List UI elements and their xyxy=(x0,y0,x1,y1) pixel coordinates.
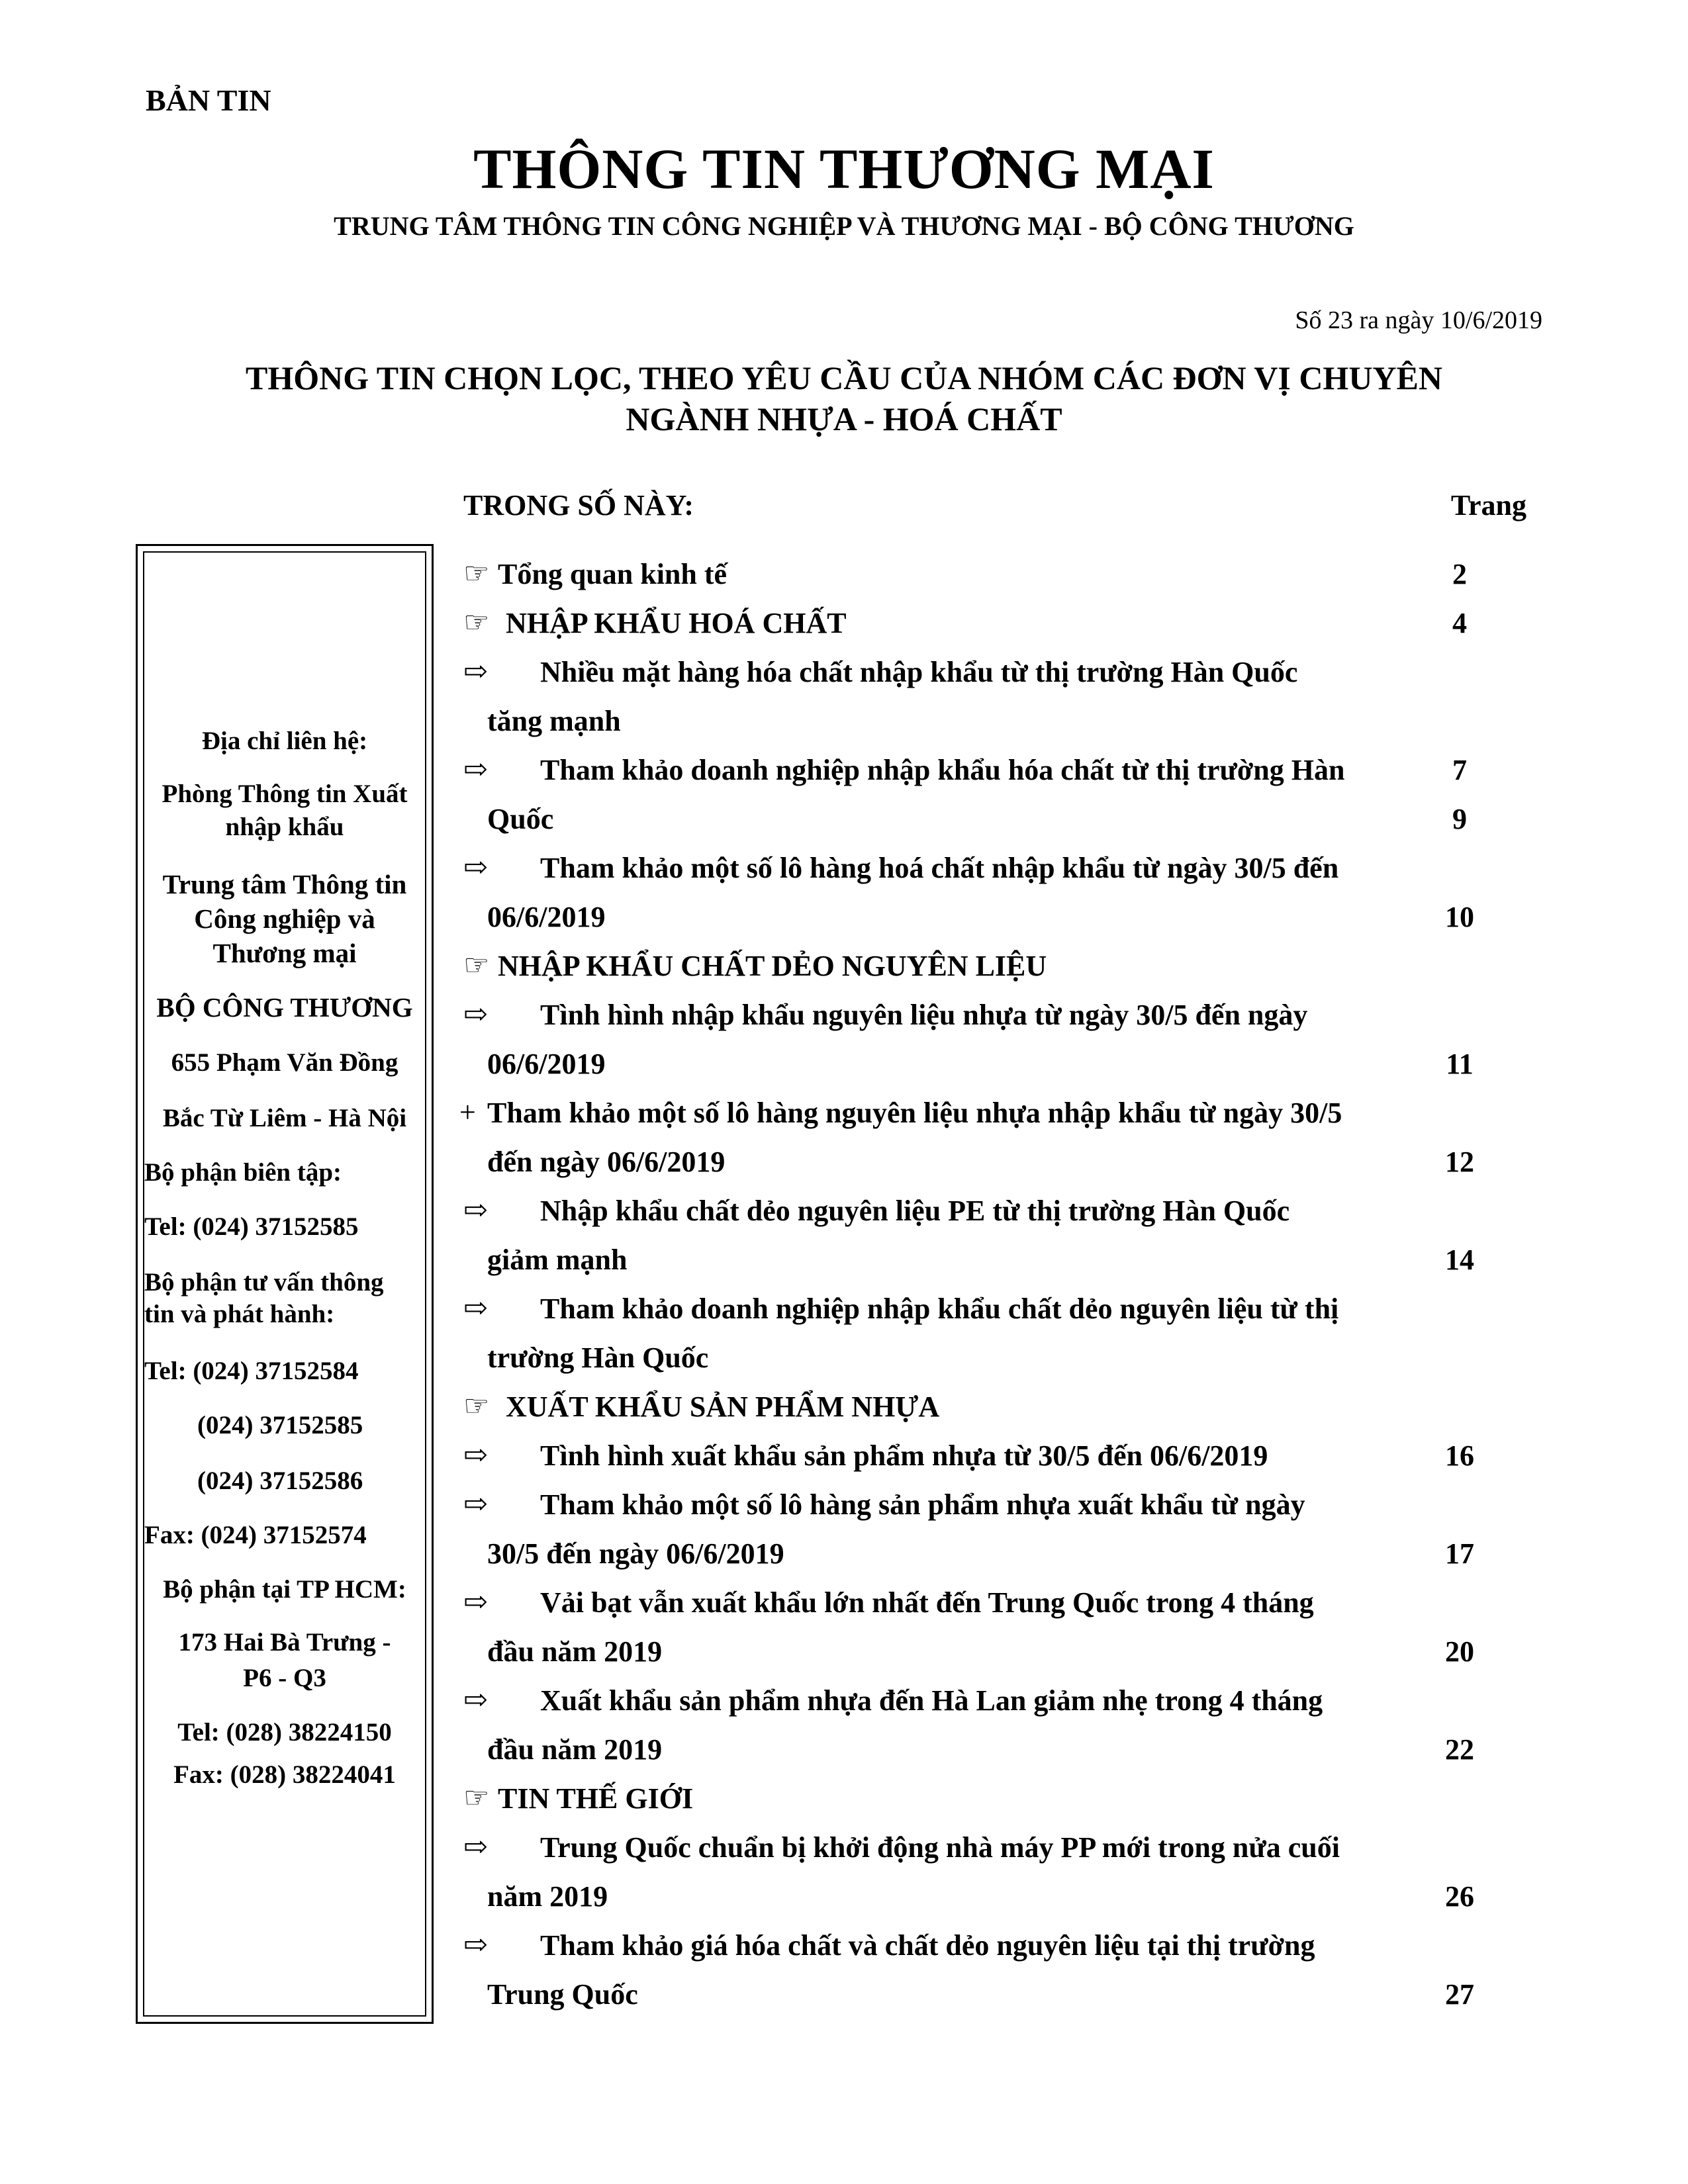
toc-item-tarpaulin-china-line-2[interactable]: đầu năm 2019 xyxy=(487,1635,663,1668)
toc-item-tarpaulin-china-line-1[interactable]: Vải bạt vẫn xuất khẩu lớn nhất đến Trung Quốc trong 4 tháng xyxy=(540,1586,1314,1619)
arrow-right-icon: ⇨ xyxy=(463,1488,488,1520)
issue-info: Số 23 ra ngày 10/6/2019 xyxy=(1295,306,1542,334)
toc-item-plastic-import-status-line-2[interactable]: 06/6/2019 xyxy=(487,1048,606,1080)
topic-title-line-2: NGÀNH NHỰA - HOÁ CHẤT xyxy=(626,400,1062,437)
arrow-right-icon: ⇨ xyxy=(463,1292,488,1324)
toc-item-plastic-shipments-line-2[interactable]: đến ngày 06/6/2019 xyxy=(487,1146,726,1178)
contact-hcm-label: Bộ phận tại TP HCM: xyxy=(163,1575,406,1604)
pointing-hand-icon: ☞ xyxy=(463,606,490,639)
toc-item-export-shipments-line-2[interactable]: 30/5 đến ngày 06/6/2019 xyxy=(487,1537,784,1570)
contact-hcm-address-1: 173 Hai Bà Trưng - xyxy=(178,1628,391,1657)
toc-item-netherlands-export-line-2[interactable]: đầu năm 2019 xyxy=(487,1733,663,1766)
toc-page-number: 11 xyxy=(1446,1048,1474,1080)
contact-heading: Địa chỉ liên hệ: xyxy=(201,727,368,755)
toc-item-chemical-shipments-line-1[interactable]: Tham khảo một số lô hàng hoá chất nhập khẩu từ ngày 30/5 đến xyxy=(540,852,1339,884)
contact-hcm-tel: Tel: (028) 38224150 xyxy=(177,1718,392,1747)
toc-page-number: 16 xyxy=(1445,1439,1474,1472)
toc-page-number: 4 xyxy=(1452,607,1467,639)
toc-item-netherlands-export-line-1[interactable]: Xuất khẩu sản phẩm nhựa đến Hà Lan giảm nhẹ trong 4 tháng xyxy=(540,1684,1323,1717)
toc-item-pe-korea-line-2[interactable]: giảm mạnh xyxy=(487,1244,628,1276)
pointing-hand-icon: ☞ xyxy=(463,1390,490,1422)
contact-editorial-label: Bộ phận biên tập: xyxy=(144,1158,342,1187)
toc-page-number: 20 xyxy=(1445,1635,1474,1668)
toc-item-china-prices-line-2[interactable]: Trung Quốc xyxy=(487,1978,638,2011)
contact-advisory-label-2: tin và phát hành: xyxy=(144,1300,335,1328)
pointing-hand-icon: ☞ xyxy=(463,1782,490,1814)
toc-item-korea-chemical-line-1[interactable]: Nhiều mặt hàng hóa chất nhập khẩu từ thị trường Hàn Quốc xyxy=(540,656,1298,688)
contact-hcm-address-2: P6 - Q3 xyxy=(243,1664,326,1692)
toc-section-plastic-export[interactable]: XUẤT KHẨU SẢN PHẨM NHỰA xyxy=(506,1390,940,1423)
toc-item-plastic-import-status-line-1[interactable]: Tình hình nhập khẩu nguyên liệu nhựa từ ngày 30/5 đến ngày xyxy=(540,999,1308,1031)
arrow-right-icon: ⇨ xyxy=(463,655,488,688)
arrow-right-icon: ⇨ xyxy=(463,1831,488,1863)
contact-advisory-tel-1: Tel: (024) 37152584 xyxy=(144,1357,359,1385)
toc-page-number: 12 xyxy=(1445,1146,1474,1178)
toc-item-china-prices-line-1[interactable]: Tham khảo giá hóa chất và chất dẻo nguyên liệu tại thị trường xyxy=(540,1929,1315,1962)
toc-item-economy[interactable]: Tổng quan kinh tế xyxy=(498,558,727,590)
toc-page-number: 27 xyxy=(1445,1978,1474,2011)
contact-dept-line-1: Phòng Thông tin Xuất xyxy=(162,780,408,808)
pointing-hand-icon: ☞ xyxy=(463,557,490,590)
toc-item-pe-korea-line-1[interactable]: Nhập khẩu chất dẻo nguyên liệu PE từ thị trường Hàn Quốc xyxy=(540,1195,1290,1227)
contact-center-line-3: Thương mại xyxy=(212,938,357,968)
contact-center-line-1: Trung tâm Thông tin xyxy=(162,869,407,899)
toc-page-number: 9 xyxy=(1452,803,1467,835)
toc-page-number: 7 xyxy=(1452,754,1467,786)
arrow-right-icon: ⇨ xyxy=(463,1194,488,1226)
arrow-right-icon: ⇨ xyxy=(463,1929,488,1961)
toc-item-korea-chemical-line-2[interactable]: tăng mạnh xyxy=(487,705,621,737)
arrow-right-icon: ⇨ xyxy=(463,998,488,1030)
toc-page-label: Trang xyxy=(1450,489,1526,522)
contact-dept-line-2: nhập khẩu xyxy=(225,813,344,841)
arrow-right-icon: ⇨ xyxy=(463,851,488,884)
toc-page-number: 14 xyxy=(1445,1244,1474,1276)
toc-item-export-shipments-line-1[interactable]: Tham khảo một số lô hàng sản phẩm nhựa xuất khẩu từ ngày xyxy=(540,1488,1305,1521)
plus-icon: + xyxy=(459,1096,476,1128)
toc-item-china-pp-plant-line-1[interactable]: Trung Quốc chuẩn bị khởi động nhà máy PP mới trong nửa cuối xyxy=(540,1831,1340,1864)
toc-page-number: 26 xyxy=(1445,1880,1474,1913)
toc-section-plastic-import[interactable]: NHẬP KHẨU CHẤT DẺO NGUYÊN LIỆU xyxy=(498,950,1047,982)
topic-title-line-1: THÔNG TIN CHỌN LỌC, THEO YÊU CẦU CỦA NHÓM CÁC ĐƠN VỊ CHUYÊN xyxy=(245,359,1443,396)
toc-label: TRONG SỐ NÀY: xyxy=(463,489,694,522)
contact-editorial-tel: Tel: (024) 37152585 xyxy=(144,1212,359,1241)
toc-item-china-pp-plant-line-2[interactable]: năm 2019 xyxy=(487,1880,608,1913)
contact-advisory-tel-3: (024) 37152586 xyxy=(197,1467,363,1495)
publisher-line: TRUNG TÂM THÔNG TIN CÔNG NGHIỆP VÀ THƯƠNG MẠI - BỘ CÔNG THƯƠNG xyxy=(334,211,1354,241)
bulletin-label: BẢN TIN xyxy=(146,83,271,117)
toc-page-number: 17 xyxy=(1445,1537,1474,1570)
topic-title xyxy=(0,357,1688,439)
contact-hcm-fax: Fax: (028) 38224041 xyxy=(173,1760,396,1789)
arrow-right-icon: ⇨ xyxy=(463,753,488,786)
contact-advisory-tel-2: (024) 37152585 xyxy=(197,1411,363,1439)
arrow-right-icon: ⇨ xyxy=(463,1439,488,1471)
toc-page-number: 10 xyxy=(1445,901,1474,933)
contact-address-line-1: 655 Phạm Văn Đồng xyxy=(171,1048,399,1077)
toc-item-plastic-korea-firms-line-1[interactable]: Tham khảo doanh nghiệp nhập khẩu chất dẻo nguyên liệu từ thị xyxy=(540,1293,1339,1325)
contact-box xyxy=(136,544,434,2024)
arrow-right-icon: ⇨ xyxy=(463,1684,488,1716)
pointing-hand-icon: ☞ xyxy=(463,949,490,981)
toc-item-korea-chemical-firms-line-1[interactable]: Tham khảo doanh nghiệp nhập khẩu hóa chất từ thị trường Hàn xyxy=(540,754,1345,786)
toc-section-chemical-import[interactable]: NHẬP KHẨU HOÁ CHẤT xyxy=(506,607,847,639)
toc-item-korea-chemical-firms-line-2[interactable]: Quốc xyxy=(487,803,554,835)
toc-item-chemical-shipments-line-2[interactable]: 06/6/2019 xyxy=(487,901,606,933)
contact-address-line-2: Bắc Từ Liêm - Hà Nội xyxy=(162,1104,407,1132)
contact-ministry: BỘ CÔNG THƯƠNG xyxy=(156,992,413,1023)
contact-advisory-label-1: Bộ phận tư vấn thông xyxy=(144,1268,384,1297)
toc-page-number: 22 xyxy=(1445,1733,1474,1766)
contact-advisory-fax: Fax: (024) 37152574 xyxy=(144,1521,367,1549)
toc-section-world-news[interactable]: TIN THẾ GIỚI xyxy=(498,1782,694,1815)
toc-item-plastic-korea-firms-line-2[interactable]: trường Hàn Quốc xyxy=(487,1342,709,1374)
main-title: THÔNG TIN THƯƠNG MẠI xyxy=(473,137,1215,201)
toc-item-plastic-shipments-line-1[interactable]: Tham khảo một số lô hàng nguyên liệu nhựa nhập khẩu từ ngày 30/5 xyxy=(487,1097,1342,1129)
toc-item-plastic-export-status[interactable]: Tình hình xuất khẩu sản phẩm nhựa từ 30/5 đến 06/6/2019 xyxy=(540,1439,1268,1472)
toc-page-number: 2 xyxy=(1452,558,1467,590)
arrow-right-icon: ⇨ xyxy=(463,1586,488,1618)
contact-center-line-2: Công nghiệp và xyxy=(194,903,375,934)
